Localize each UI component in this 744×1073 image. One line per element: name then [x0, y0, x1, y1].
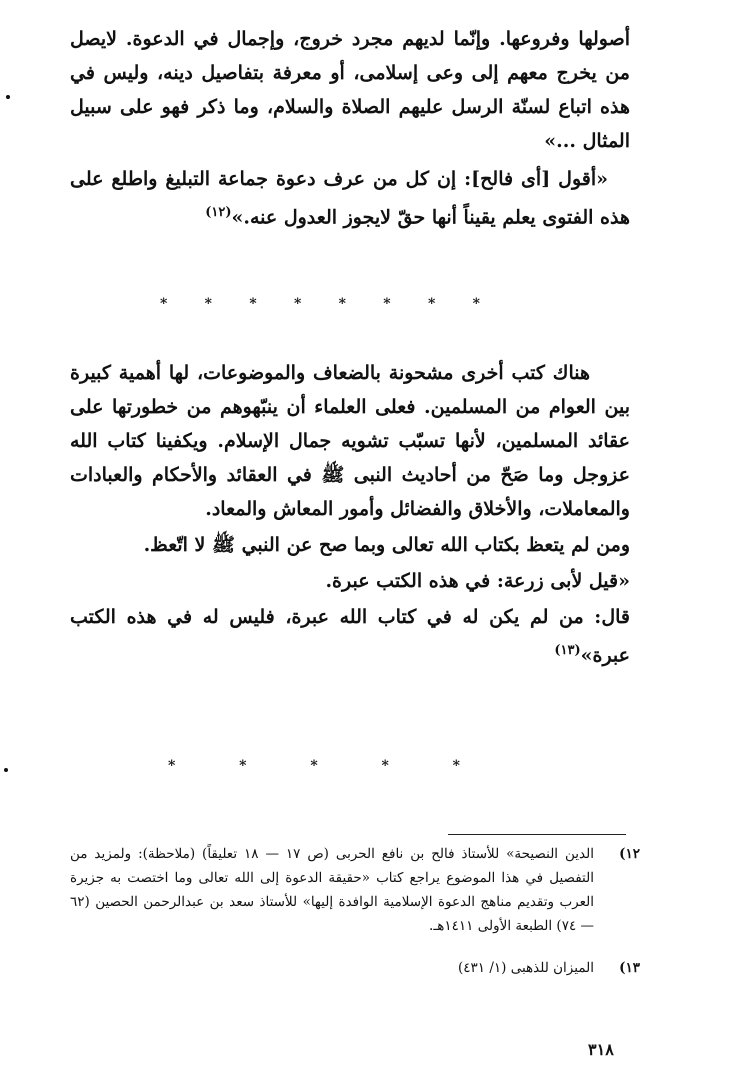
separator-stars-2	[168, 758, 460, 774]
footnote-number: ١٢)	[619, 846, 640, 862]
footnote-text: الدين النصيحة» للأستاذ فالح بن نافع الحربى (ص ١٧ — ١٨ تعليقاً) (ملاحظة): ولمزيد من التفصيل في هذا الموضوع يراجع كتاب «حقيقة الدعوة إلى الله تعالى وما اختصت به جزيرة العرب وتقديم مناهج الدعوة الإسلامية الوافدة إليها» للأستاذ سعد بن عبدالرحمن الحصين (٦٢ — ٧٤) الطبعة الأولى ١٤١١هـ.	[70, 846, 594, 934]
paragraph-middle-1: هناك كتب أخرى مشحونة بالضعاف والموضوعات، لها أهمية كبيرة بين العوام من المسلمين. فعلى العلماء أن ينبّهوهم من خطورتها على عقائد المسلمين، لأنها تسبّب تشويه جمال الإسلام. ويكفينا كتاب الله عزوجل وما صَحّ من أحاديث النبى ﷺ في العقائد والأحكام والعبادات والمعاملات، والأخلاق والفضائل وأمور المعاش والمعاد.	[70, 362, 630, 520]
footnote-text: الميزان للذهبى (١/ ٤٣١)	[458, 960, 594, 976]
star: *	[427, 296, 436, 312]
scan-mark	[4, 768, 8, 772]
paragraph-middle-4	[70, 600, 630, 672]
footnote-ref-12: (١٢)	[205, 205, 232, 220]
paragraph-top-2	[70, 162, 630, 234]
footnote-ref-13: (١٣)	[554, 643, 581, 658]
star: *	[239, 758, 247, 774]
star: *	[204, 296, 212, 312]
star: *	[472, 296, 480, 312]
footnote-12	[70, 842, 640, 938]
quote-continuation	[70, 22, 630, 234]
star: *	[249, 296, 257, 312]
footnote-13	[70, 956, 640, 980]
footnote-rule	[448, 834, 626, 835]
footnote-number: ١٣)	[619, 960, 640, 976]
star: *	[310, 758, 318, 774]
paragraph-middle-2: ومن لم يتعظ بكتاب الله تعالى وبما صح عن النبي ﷺ لا اتّعظ.	[143, 534, 630, 556]
page-number: ٣١٨	[588, 1040, 614, 1059]
star: *	[452, 758, 460, 774]
star: *	[383, 296, 391, 312]
star: *	[381, 758, 389, 774]
main-section	[70, 356, 630, 672]
paragraph-middle-4-text: قال: من لم يكن له في كتاب الله عبرة، فليس له في هذه الكتب عبرة»	[70, 606, 630, 667]
star: *	[338, 296, 346, 312]
separator-stars-1	[160, 296, 480, 312]
star: *	[168, 758, 176, 774]
paragraph-middle-3: «قيل لأبى زرعة: في هذه الكتب عبرة.	[325, 570, 630, 592]
paragraph-top-2-text: «أقول [أى فالح]: إن كل من عرف دعوة جماعة التبليغ واطلع على هذه الفتوى يعلم يقيناً أنها حقّ لايجوز العدول عنه.»	[70, 168, 630, 229]
star: *	[293, 296, 302, 312]
star: *	[160, 296, 168, 312]
scan-mark	[6, 95, 10, 99]
paragraph-top-1: أصولها وفروعها. وإنّما لديهم مجرد خروج، وإجمال في الدعوة. لايصل من يخرج معهم إلى وعى إسلامى، أو معرفة بتفاصيل دينه، وليس في هذه اتباع لسنّة الرسل عليهم الصلاة والسلام، وما ذكر فهو على سبيل المثال ...»	[70, 28, 630, 152]
